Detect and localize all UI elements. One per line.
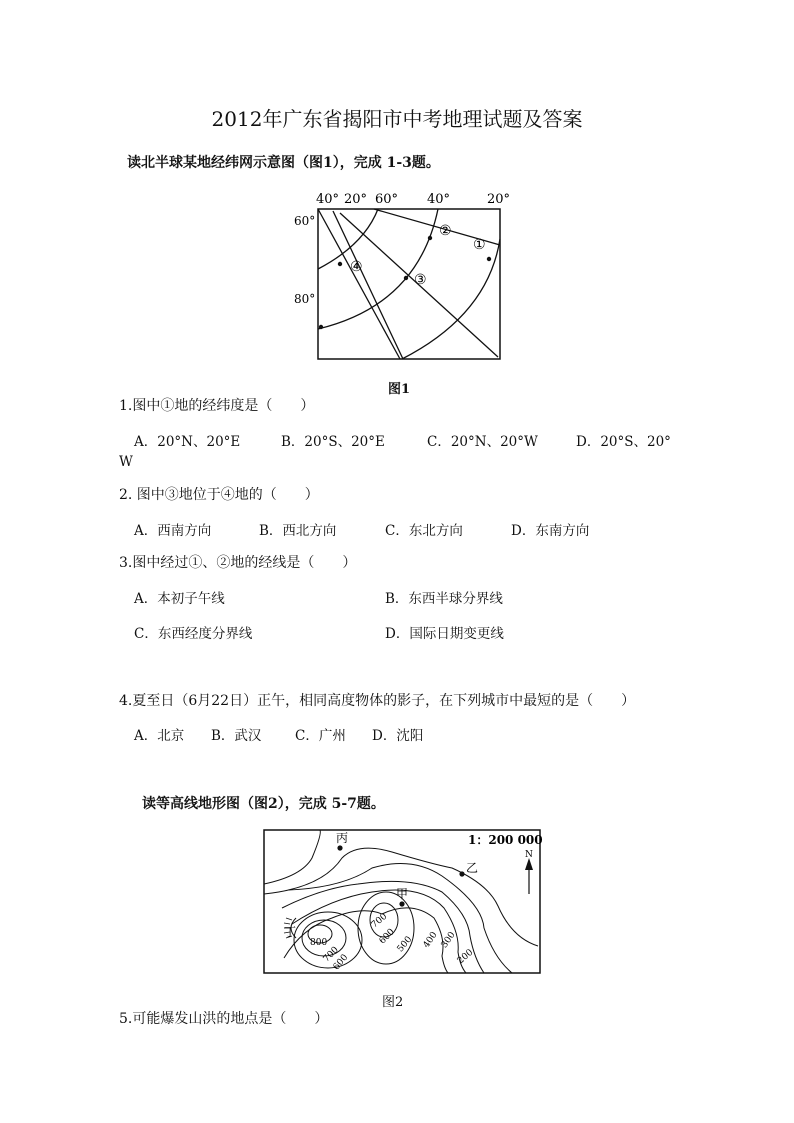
question-3-option-c: C．东西经度分界线 — [134, 626, 253, 642]
contour-label: 400 — [421, 930, 440, 951]
question-4-stem: 4.夏至日（6月22日）正午，相同高度物体的影子，在下列城市中最短的是（ ） — [119, 693, 636, 709]
question-3-option-a: A．本初子午线 — [134, 591, 225, 607]
point-label: ③ — [414, 272, 427, 288]
place-jia-dot — [399, 901, 404, 906]
map-scale: 1：200 000 — [468, 833, 543, 847]
question-1-option-b: B．20°S、20°E — [281, 434, 385, 450]
parallel-line — [402, 239, 500, 359]
question-1-option-d-wrap: W — [119, 454, 133, 470]
question-3-option-b: B．东西半球分界线 — [385, 591, 503, 607]
question-4-option-c: C．广州 — [295, 728, 346, 744]
question-2-option-a: A．西南方向 — [134, 523, 212, 539]
section2-intro: 读等高线地形图（图2），完成 5-7题。 — [142, 796, 385, 812]
top-label: 20° — [344, 192, 368, 207]
contour-map-figure — [262, 828, 544, 976]
top-label: 40° — [427, 192, 451, 207]
place-ding-label: 丁 — [284, 925, 297, 939]
meridian-line — [333, 211, 403, 359]
meridian-line — [318, 209, 400, 359]
top-label: 40° — [316, 192, 340, 207]
north-arrow-icon — [525, 850, 533, 894]
question-2-stem: 2. 图中③地位于④地的（ ） — [119, 487, 319, 503]
contour-label: 700 — [369, 911, 390, 931]
graticule-figure — [288, 185, 518, 385]
place-bing-label: 丙 — [336, 831, 349, 845]
place-bing-dot — [337, 845, 342, 850]
contour-label: 600 — [377, 927, 397, 947]
left-label: 60° — [294, 214, 316, 228]
question-5-stem: 5.可能爆发山洪的地点是（ ） — [119, 1011, 329, 1027]
question-4-option-a: A．北京 — [134, 728, 185, 744]
question-2-option-b: B．西北方向 — [259, 523, 337, 539]
top-label: 60° — [375, 192, 399, 207]
question-2-option-c: C．东北方向 — [385, 523, 463, 539]
page-title: 2012年广东省揭阳市中考地理试题及答案 — [211, 107, 583, 131]
place-yi-dot — [459, 871, 464, 876]
svg-text:N: N — [525, 850, 533, 860]
point-3-dot — [404, 276, 408, 280]
place-yi-label: 乙 — [466, 861, 479, 875]
question-3-stem: 3.图中经过①、②地的经线是（ ） — [119, 555, 357, 571]
question-1-option-a: A．20°N、20°E — [134, 434, 241, 450]
top-label: 20° — [487, 192, 511, 207]
contour-label: 500 — [395, 934, 415, 955]
figure1-caption: 图1 — [388, 382, 411, 397]
contour-line — [264, 830, 320, 884]
contour-label: 800 — [310, 938, 328, 948]
question-4-option-d: D．沈阳 — [372, 728, 424, 744]
question-1-option-c: C．20°N、20°W — [427, 434, 538, 450]
point-4-dot — [338, 262, 342, 266]
point-label: ② — [439, 223, 452, 239]
question-3-option-d: D．国际日期变更线 — [385, 626, 504, 642]
point-dot — [319, 325, 323, 329]
place-jia-label: 甲 — [396, 887, 409, 901]
question-1-option-d: D．20°S、20° — [576, 434, 671, 450]
point-label: ① — [473, 237, 486, 253]
figure2-caption: 图2 — [382, 995, 404, 1010]
question-1-stem: 1.图中①地的经纬度是（ ） — [119, 398, 315, 414]
figure-frame — [318, 209, 500, 359]
parallel-line — [318, 209, 438, 329]
point-2-dot — [428, 236, 432, 240]
left-label: 80° — [294, 292, 316, 306]
point-label: ④ — [350, 259, 363, 275]
question-2-option-d: D．东南方向 — [511, 523, 590, 539]
section1-intro: 读北半球某地经纬网示意图（图1），完成 1-3题。 — [127, 155, 440, 171]
contour-label: 200 — [455, 947, 476, 967]
point-1-dot — [487, 257, 491, 261]
contour-label: 700 — [321, 945, 341, 965]
contour-label: 300 — [439, 930, 458, 951]
contour-label: 600 — [331, 952, 351, 973]
question-4-option-b: B．武汉 — [211, 728, 262, 744]
